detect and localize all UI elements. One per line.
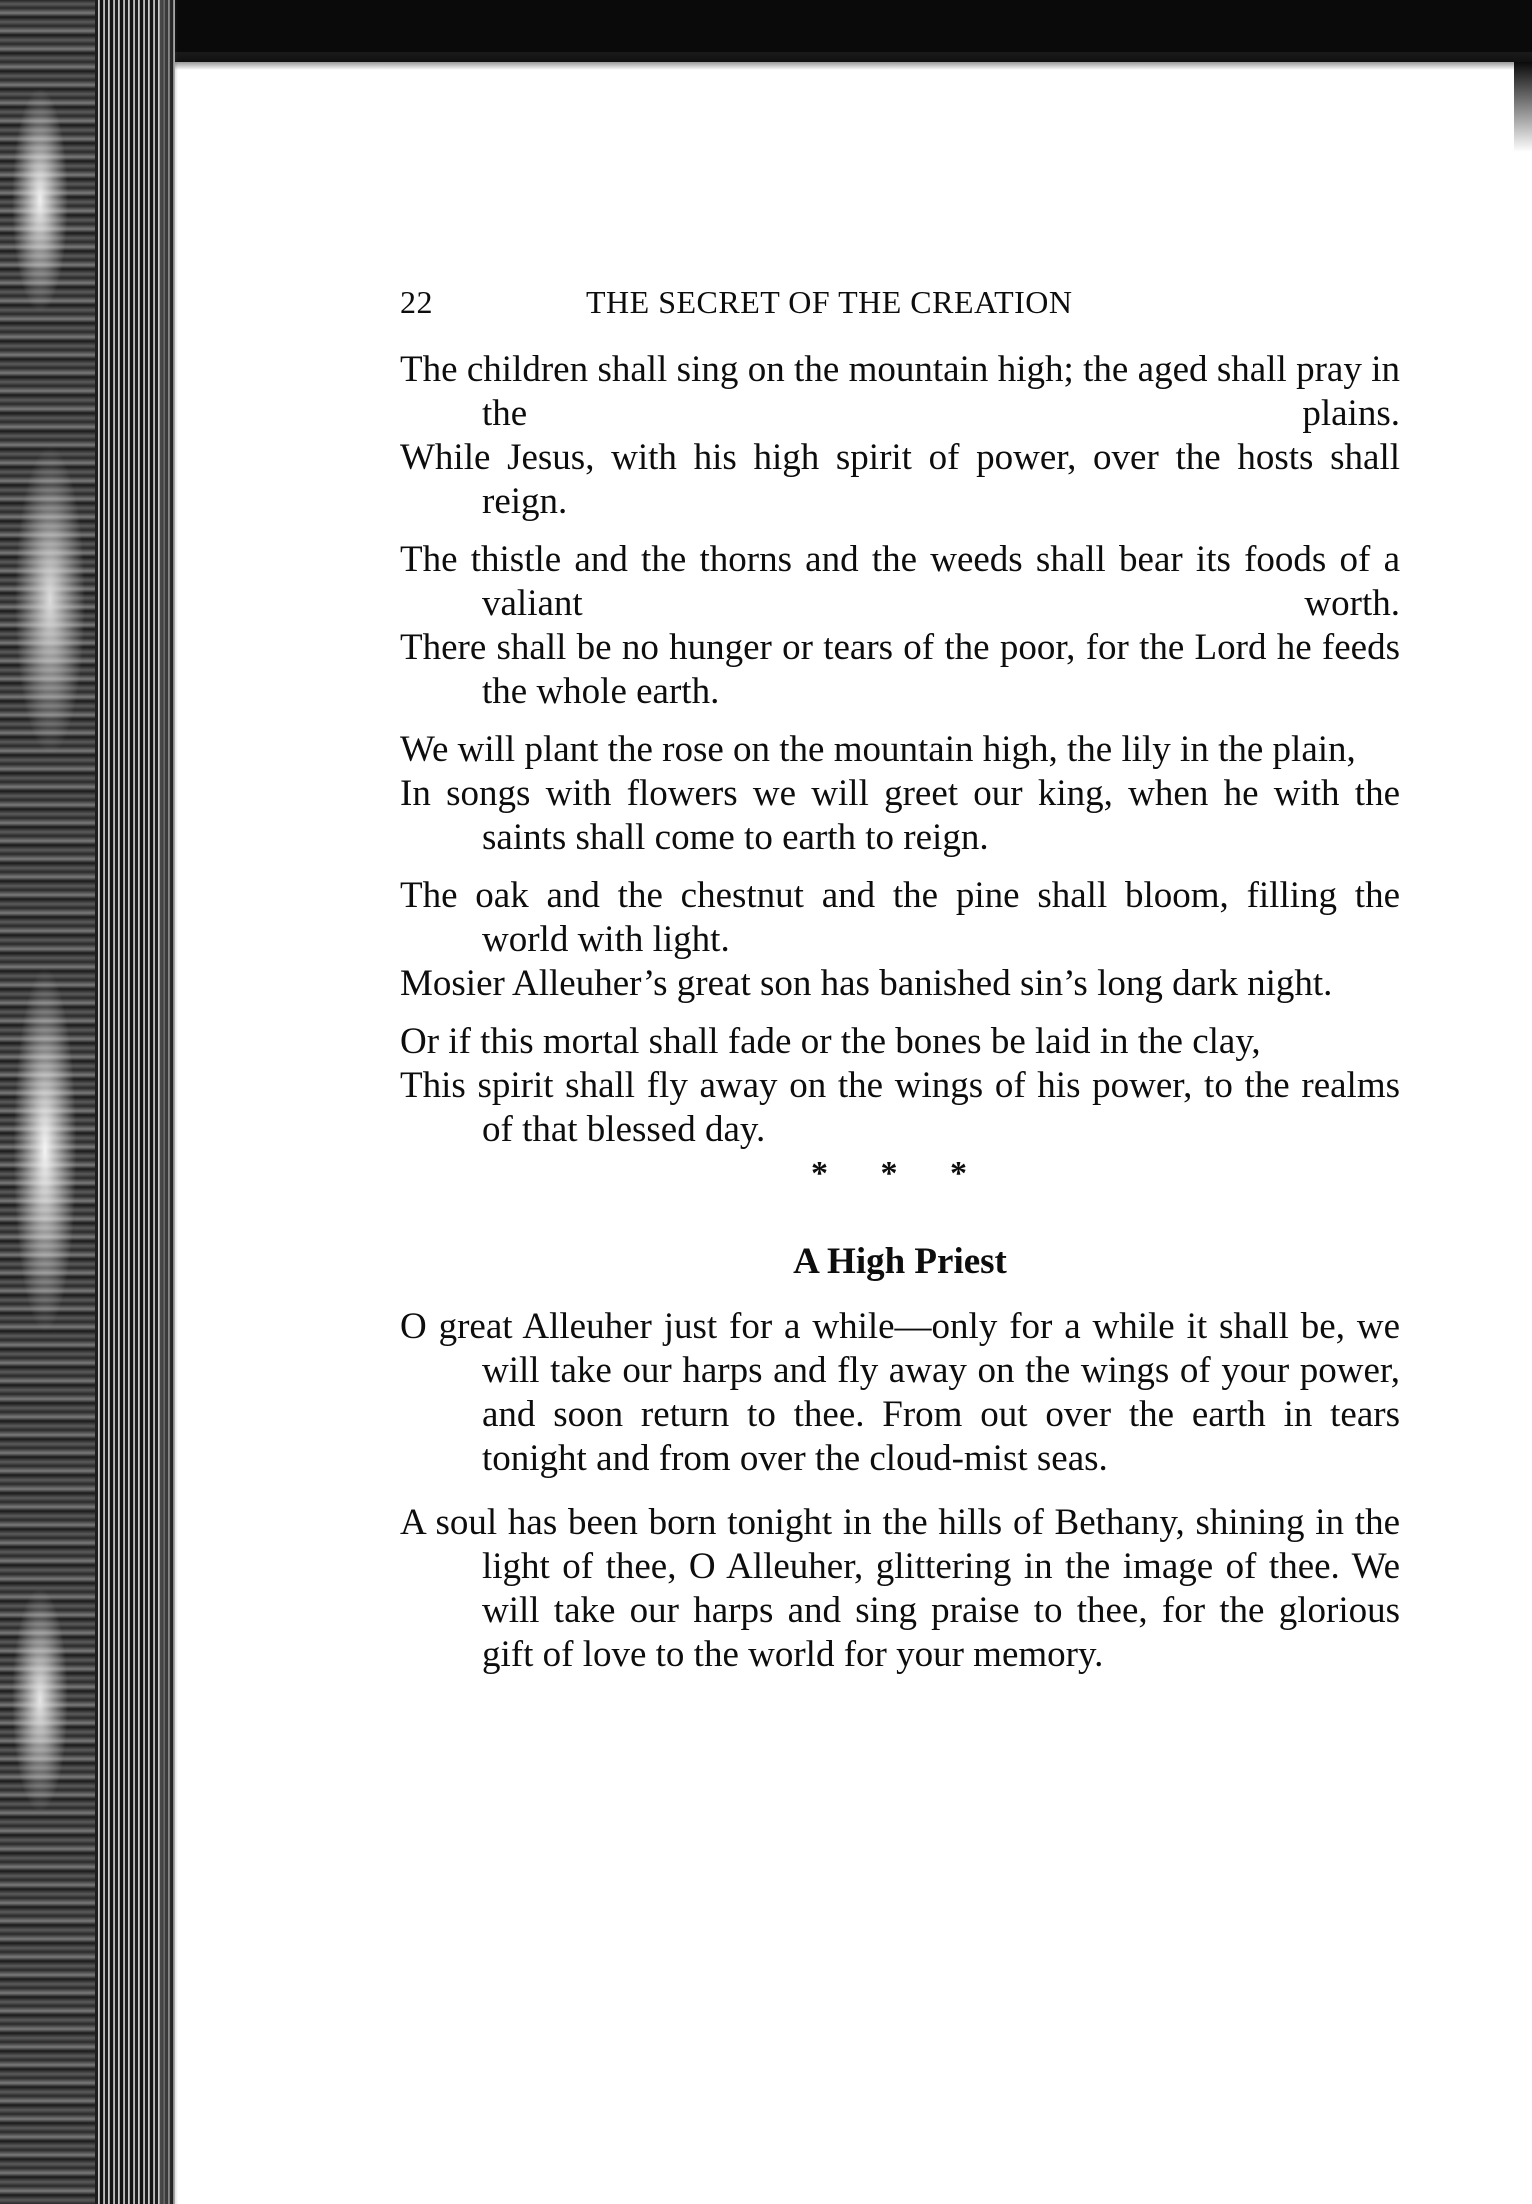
stanza xyxy=(400,348,1400,524)
scan-corner-shadow xyxy=(1514,62,1532,152)
stanza xyxy=(400,728,1400,860)
stanza xyxy=(400,874,1400,1006)
running-head xyxy=(400,284,1400,334)
verse-line: The thistle and the thorns and the weeds shall bear its foods of a valiant worth. xyxy=(400,539,1400,624)
scan-top-border xyxy=(0,0,1532,62)
book-page xyxy=(400,284,1400,1697)
verse-line: There shall be no hunger or tears of the poor, for the Lord he feeds the whole earth. xyxy=(400,627,1400,712)
verse-line: The oak and the chestnut and the pine shall bloom, filling the world with light. xyxy=(400,875,1400,960)
verse-line: The children shall sing on the mountain high; the aged shall pray in the plains. xyxy=(400,349,1400,434)
verse-line: Mosier Alleuher’s great son has banished sin’s long dark night. xyxy=(400,963,1333,1004)
prose-paragraph: A soul has been born tonight in the hills of Bethany, shining in the light of thee, O Alleuher, glittering in the image of thee. We will take our harps and sing praise to thee, for the glorious gift of love to the world for your memory. xyxy=(400,1502,1400,1675)
section-ornament: * * * xyxy=(811,1155,989,1192)
stanza xyxy=(400,1020,1400,1152)
prose-paragraph: O great Alleuher just for a while—only for a while it shall be, we will take our harps and fly away on the wings of your power, and soon return to thee. From out over the earth in tears tonight and from over the cloud-mist seas. xyxy=(400,1306,1400,1479)
verse-line: In songs with flowers we will greet our king, when he with the saints shall come to earth to reign. xyxy=(400,773,1400,858)
book-binding-gutter xyxy=(0,0,175,2204)
page-number: 22 xyxy=(400,284,433,320)
stanza xyxy=(400,538,1400,714)
verse-line: Or if this mortal shall fade or the bones be laid in the clay, xyxy=(400,1021,1261,1062)
running-title: THE SECRET OF THE CREATION xyxy=(586,284,1073,320)
verse-line: While Jesus, with his high spirit of power, over the hosts shall reign. xyxy=(400,437,1400,522)
verse-line: We will plant the rose on the mountain high, the lily in the plain, xyxy=(400,729,1356,770)
verse-line: This spirit shall fly away on the wings of his power, to the realms of that blessed day. xyxy=(400,1065,1400,1150)
section-heading: A High Priest xyxy=(793,1241,1007,1282)
